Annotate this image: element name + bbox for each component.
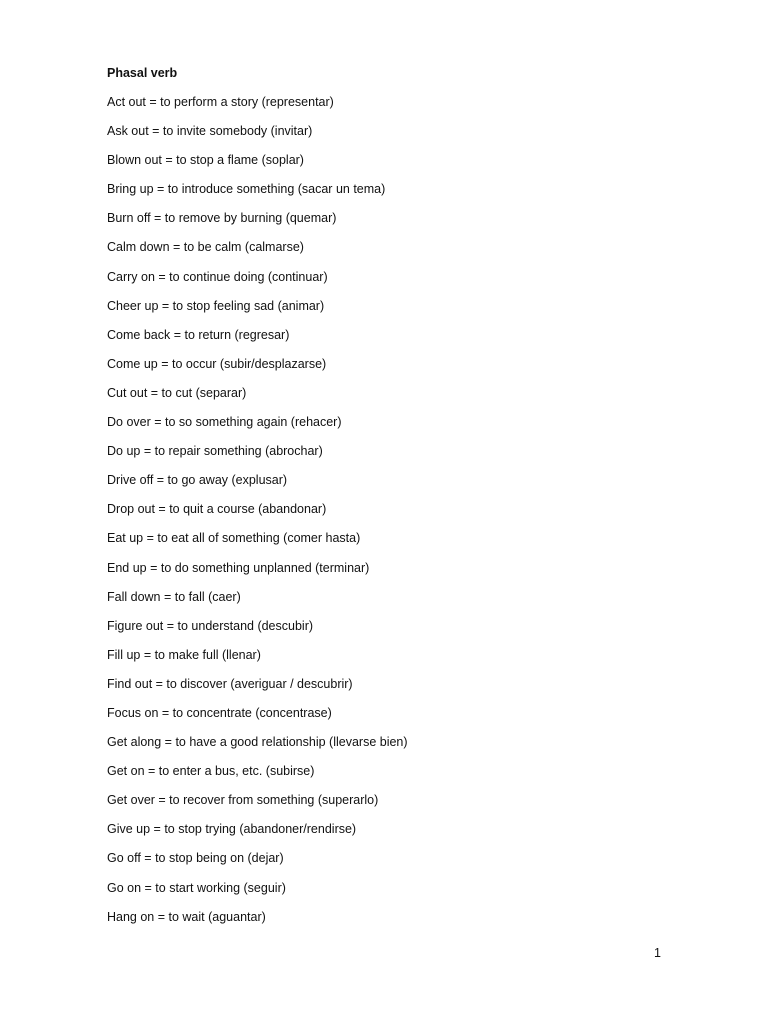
list-item: Come back = to return (regresar): [107, 327, 290, 342]
list-item: Drop out = to quit a course (abandonar): [107, 502, 327, 517]
list-item: Do over = to so something again (rehacer): [107, 415, 342, 430]
list-item: Do up = to repair something (abrochar): [107, 444, 323, 459]
phrasal-verb-list: [107, 92, 707, 927]
list-item: Go on = to start working (seguir): [107, 880, 286, 895]
list-item: Eat up = to eat all of something (comer hasta): [107, 531, 361, 546]
list-item: Hang on = to wait (aguantar): [107, 909, 266, 924]
list-item: Calm down = to be calm (calmarse): [107, 240, 304, 255]
list-item: Find out = to discover (averiguar / descubrir): [107, 676, 353, 691]
list-item: Carry on = to continue doing (continuar): [107, 269, 328, 284]
list-item: Come up = to occur (subir/desplazarse): [107, 356, 327, 371]
list-item: Fill up = to make full (llenar): [107, 647, 261, 662]
list-item: Bring up = to introduce something (sacar un tema): [107, 182, 386, 197]
list-item: Burn off = to remove by burning (quemar): [107, 211, 337, 226]
list-item: Focus on = to concentrate (concentrase): [107, 705, 332, 720]
list-item: Blown out = to stop a flame (soplar): [107, 153, 304, 168]
list-item: Fall down = to fall (caer): [107, 589, 241, 604]
list-item: Cut out = to cut (separar): [107, 385, 247, 400]
list-item: Get on = to enter a bus, etc. (subirse): [107, 764, 315, 779]
document-title: Phasal verb: [107, 66, 178, 80]
document-content: [107, 63, 707, 936]
list-item: Get along = to have a good relationship (llevarse bien): [107, 735, 408, 750]
list-item: End up = to do something unplanned (terminar): [107, 560, 370, 575]
page-number: 1: [654, 946, 661, 960]
list-item: Figure out = to understand (descubir): [107, 618, 314, 633]
list-item: Cheer up = to stop feeling sad (animar): [107, 298, 325, 313]
list-item: Give up = to stop trying (abandoner/rendirse): [107, 822, 357, 837]
list-item: Act out = to perform a story (representar): [107, 95, 334, 109]
list-item: Go off = to stop being on (dejar): [107, 851, 284, 866]
list-item: Drive off = to go away (explusar): [107, 473, 288, 488]
list-item: Get over = to recover from something (superarlo): [107, 793, 379, 808]
list-item: Ask out = to invite somebody (invitar): [107, 124, 313, 139]
